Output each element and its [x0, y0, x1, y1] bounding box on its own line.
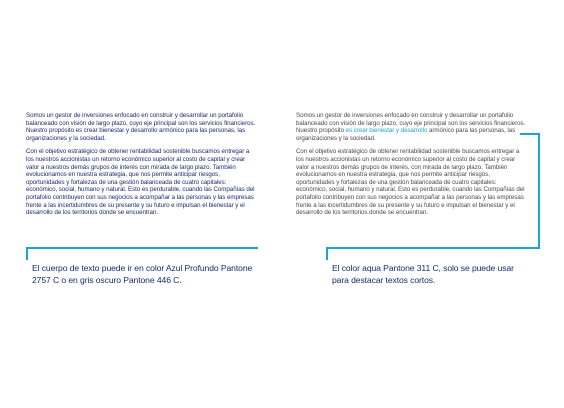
- left-paragraph-2: Con el objetivo estratégico de obtener rentabilidad sostenible buscamos entregar a los nuestros accionistas un retorno económico superior al costo de capital y crear valor a nuestros demás grupos de interés con mirada de largo plazo. También evolucionamos en nuestra estrategia, que nos permite anticipar riesgos, oportunidades y fortalezas de una gestión balanceada de cuatro capitales: económico, social, humano y natural. Esto es perdurable, cuando las Compañías del portafolio contribuyen con sus negocios a acompañar a las personas y las empresas frente a las incertidumbres de su presente y su futuro e impulsan el bienestar y el desarrollo de los territorios donde se encuentran.: [26, 148, 255, 217]
- right-paragraph-1-before: Somos un gestor de inversiones enfocado en construir y desarrollar un portafolio balanceado con visión de largo plazo, cuyo eje principal son los servicios financieros. Nuestro propósito: [296, 112, 526, 135]
- right-caption-rule-vertical: [326, 247, 328, 260]
- right-paragraph-1-after: armónico para las personas, las organizaciones y la sociedad.: [296, 127, 516, 142]
- right-paragraph-1-highlight: es crear bienestar y desarrollo: [345, 127, 428, 135]
- right-caption-rule-horizontal: [326, 247, 540, 249]
- left-caption-rule-horizontal: [26, 247, 258, 249]
- left-paragraph-1: Somos un gestor de inversiones enfocado en construir y desarrollar un portafolio balanceado con visión de largo plazo, cuyo eje principal son los servicios financieros. Nuestro propósito es crear bienestar y desarrollo armónico para las personas, las organizaciones y la sociedad.: [26, 112, 256, 142]
- right-pointer-rule-vertical: [538, 133, 540, 249]
- right-paragraph-1: [296, 112, 528, 142]
- left-text-sample: [26, 112, 258, 223]
- left-caption-rule-vertical: [26, 247, 28, 260]
- right-paragraph-2: Con el objetivo estratégico de obtener rentabilidad sostenible buscamos entregar a los nuestros accionistas un retorno económico superior al costo de capital y crear valor a nuestros demás grupos de interés, con mirada de largo plazo. También evolucionamos en nuestra estrategia, que nos permite anticipar riesgos, oportunidades y fortalezas de una gestión balanceada de cuatro capitales: económico, social, humano y natural. Esto es perdurable, cuando las Compañías del portafolio contribuyen con sus negocios a acompañar a las personas y las empresas frente a las incertidumbres de su presente y su futuro e impulsan el bienestar y el desarrollo de los territorios donde se encuentran.: [296, 148, 525, 217]
- right-caption: El color aqua Pantone 311 C, solo se puede usar para destacar textos cortos.: [332, 263, 514, 285]
- right-pointer-rule-horizontal: [520, 133, 540, 135]
- right-text-sample: [296, 112, 528, 223]
- left-caption: El cuerpo de texto puede ir en color Azul Profundo Pantone 2757 C o en gris oscuro Pantone 446 C.: [32, 263, 253, 285]
